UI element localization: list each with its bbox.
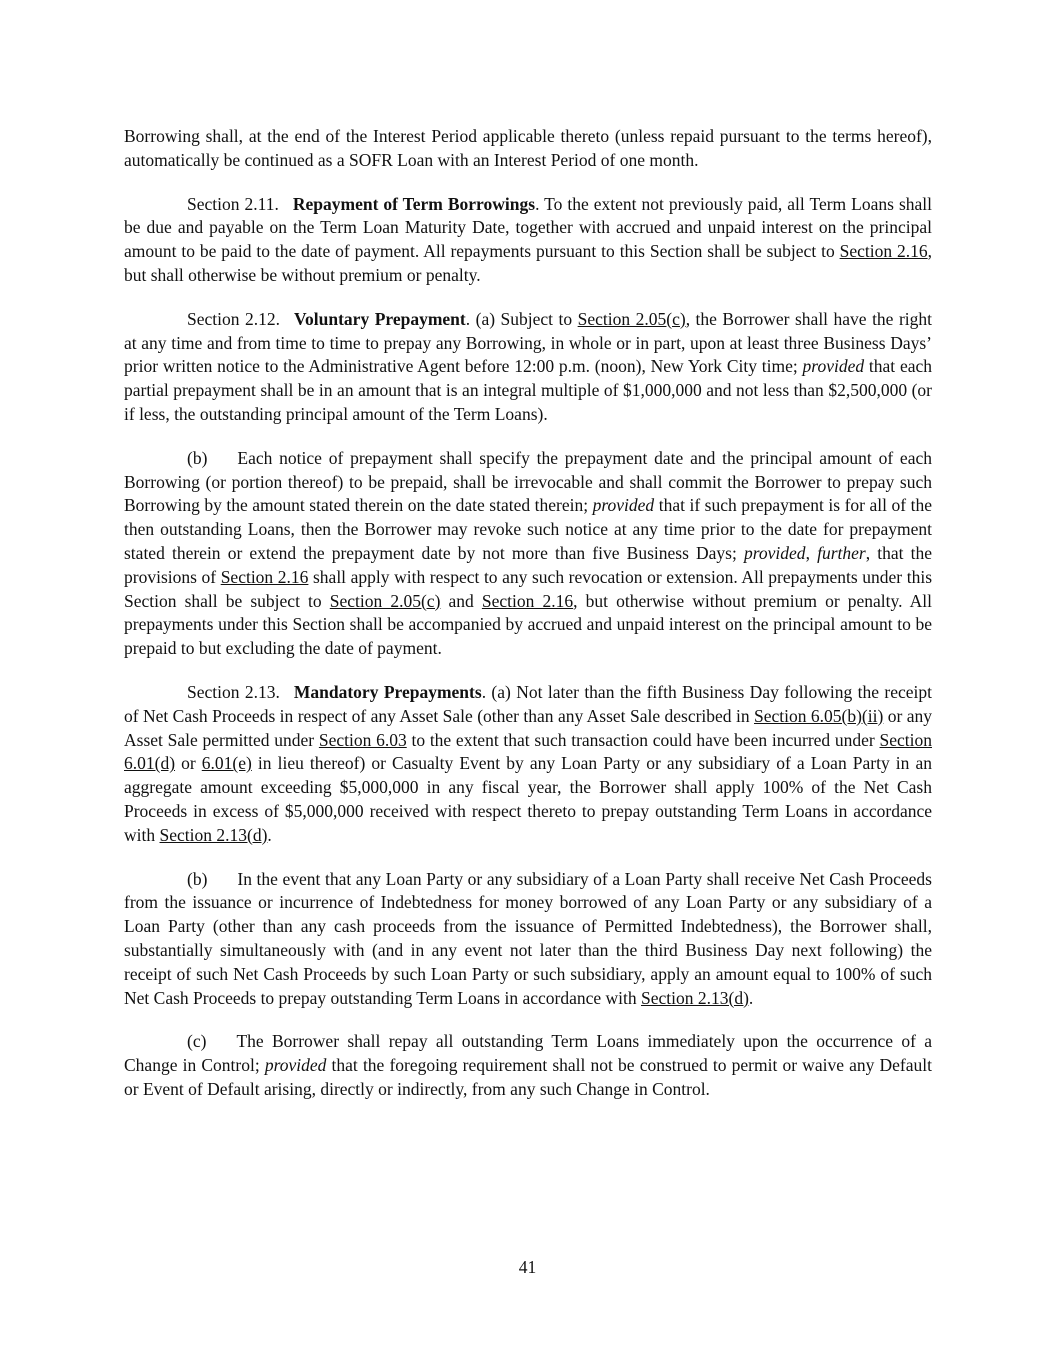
cross-reference[interactable]: Section 2.13(d) bbox=[159, 824, 268, 845]
section-2-13-b: (b) In the event that any Loan Party or any subsidiary of a Loan Party shall receive Net Cash Proceeds from the issuance or incurrence of Indebtedness for money borrowed of any Loan Party or any subsidiary of a Loan Party (other than any cash proceeds from the issuance of Permitted Indebtedness), the Borrower shall, substantially simultaneously with (and in any event not later than the third Business Day next following) the receipt of such Net Cash Proceeds by such Loan Party or such subsidiary, apply an amount equal to 100% of such Net Cash Proceeds to prepay outstanding Term Loans in accordance with Section 2.13(d). bbox=[124, 868, 932, 1008]
clause-label: (b) bbox=[187, 868, 208, 889]
cross-reference[interactable]: Section 6.05(b)(ii) bbox=[754, 705, 884, 726]
section-2-13: Section 2.13. Mandatory Prepayments. (a) Not later than the fifth Business Day following the receipt of Net Cash Proceeds in respect of any Asset Sale (other than any Asset Sale described in Section 6.05(b)(ii) or any Asset Sale permitted under Section 6.03 to the extent that such transaction could have been incurred under Section 6.01(d) or 6.01(e) in lieu thereof) or Casualty Event by any Loan Party or any subsidiary of a Loan Party in an aggregate amount exceeding $5,000,000 in any fiscal year, the Borrower shall apply 100% of the Net Cash Proceeds in excess of $5,000,000 received with respect thereto to prepay outstanding Term Loans in accordance with Section 2.13(d). bbox=[124, 681, 932, 845]
emphasis: provided bbox=[592, 495, 655, 516]
cross-reference[interactable]: Section 2.05(c) bbox=[577, 308, 686, 329]
cross-reference[interactable]: Section 2.16 bbox=[220, 566, 309, 587]
section-number: Section 2.11. bbox=[187, 193, 279, 214]
cross-reference[interactable]: Section 2.13(d) bbox=[641, 987, 749, 1008]
section-2-13-c: (c) The Borrower shall repay all outstanding Term Loans immediately upon the occurrence of a Change in Control; provided that the foregoing requirement shall not be construed to permit or waive any Default or Event of Default arising, directly or indirectly, from any such Change in Control. bbox=[124, 1031, 933, 1099]
section-2-12: Section 2.12. Voluntary Prepayment. (a) Subject to Section 2.05(c), the Borrower shall have the right at any time and from time to time to prepay any Borrowing, in whole or in part, upon at least three Business Days’ prior written notice to the Administrative Agent before 12:00 p.m. (noon), New York City time; provided that each partial prepayment shall be in an amount that is an integral multiple of $1,000,000 and not less than $2,500,000 (or if less, the outstanding principal amount of the Term Loans). bbox=[124, 308, 932, 424]
section-heading: Mandatory Prepayments bbox=[293, 681, 482, 702]
section-number: Section 2.13. bbox=[187, 681, 280, 702]
paragraph-continuation: Borrowing shall, at the end of the Interest Period applicable thereto (unless repaid pursuant to the terms hereof), automatically be continued as a SOFR Loan with an Interest Period of one month. bbox=[124, 126, 932, 170]
cross-reference[interactable]: 6.01(e) bbox=[201, 753, 252, 774]
emphasis: further bbox=[817, 542, 866, 563]
cross-reference[interactable]: Section 2.16 bbox=[839, 241, 928, 262]
section-2-12-b: (b) Each notice of prepayment shall specify the prepayment date and the principal amount of each Borrowing (or portion thereof) to be prepaid, shall be irrevocable and shall commit the Borrower to prepay such Borrowing by the amount stated therein on the date stated therein; provided that if such prepayment is for all of the then outstanding Loans, then the Borrower may revoke such notice at any time prior to the date for prepayment stated therein or extend the prepayment date by not more than five Business Days; provided, further, that the provisions of Section 2.16 shall apply with respect to any such revocation or extension. All prepayments under this Section shall be subject to Section 2.05(c) and Section 2.16, but otherwise without premium or penalty. All prepayments under this Section shall be accompanied by accrued and unpaid interest on the principal amount to be prepaid to but excluding the date of payment. bbox=[124, 447, 933, 659]
emphasis: provided bbox=[802, 356, 865, 377]
document-body bbox=[124, 125, 932, 1122]
section-heading: Voluntary Prepayment bbox=[294, 308, 466, 329]
section-2-11: Section 2.11. Repayment of Term Borrowings. To the extent not previously paid, all Term Loans shall be due and payable on the Term Loan Maturity Date, together with accrued and unpaid interest on the principal amount to be paid to the date of payment. All repayments pursuant to this Section shall be subject to Section 2.16, but shall otherwise be without premium or penalty. bbox=[124, 193, 932, 285]
cross-reference[interactable]: Section 6.01(d) bbox=[124, 729, 932, 774]
section-heading: Repayment of Term Borrowings bbox=[292, 193, 536, 214]
clause-label: (b) bbox=[187, 447, 208, 468]
cross-reference[interactable]: Section 2.16 bbox=[481, 590, 574, 611]
cross-reference[interactable]: Section 6.03 bbox=[318, 729, 407, 750]
clause-label: (c) bbox=[187, 1031, 207, 1052]
page-number: 41 bbox=[518, 1257, 537, 1277]
cross-reference[interactable]: Section 2.05(c) bbox=[329, 590, 441, 611]
section-number: Section 2.12. bbox=[187, 308, 280, 329]
emphasis: provided bbox=[264, 1055, 327, 1076]
emphasis: provided bbox=[744, 542, 806, 563]
